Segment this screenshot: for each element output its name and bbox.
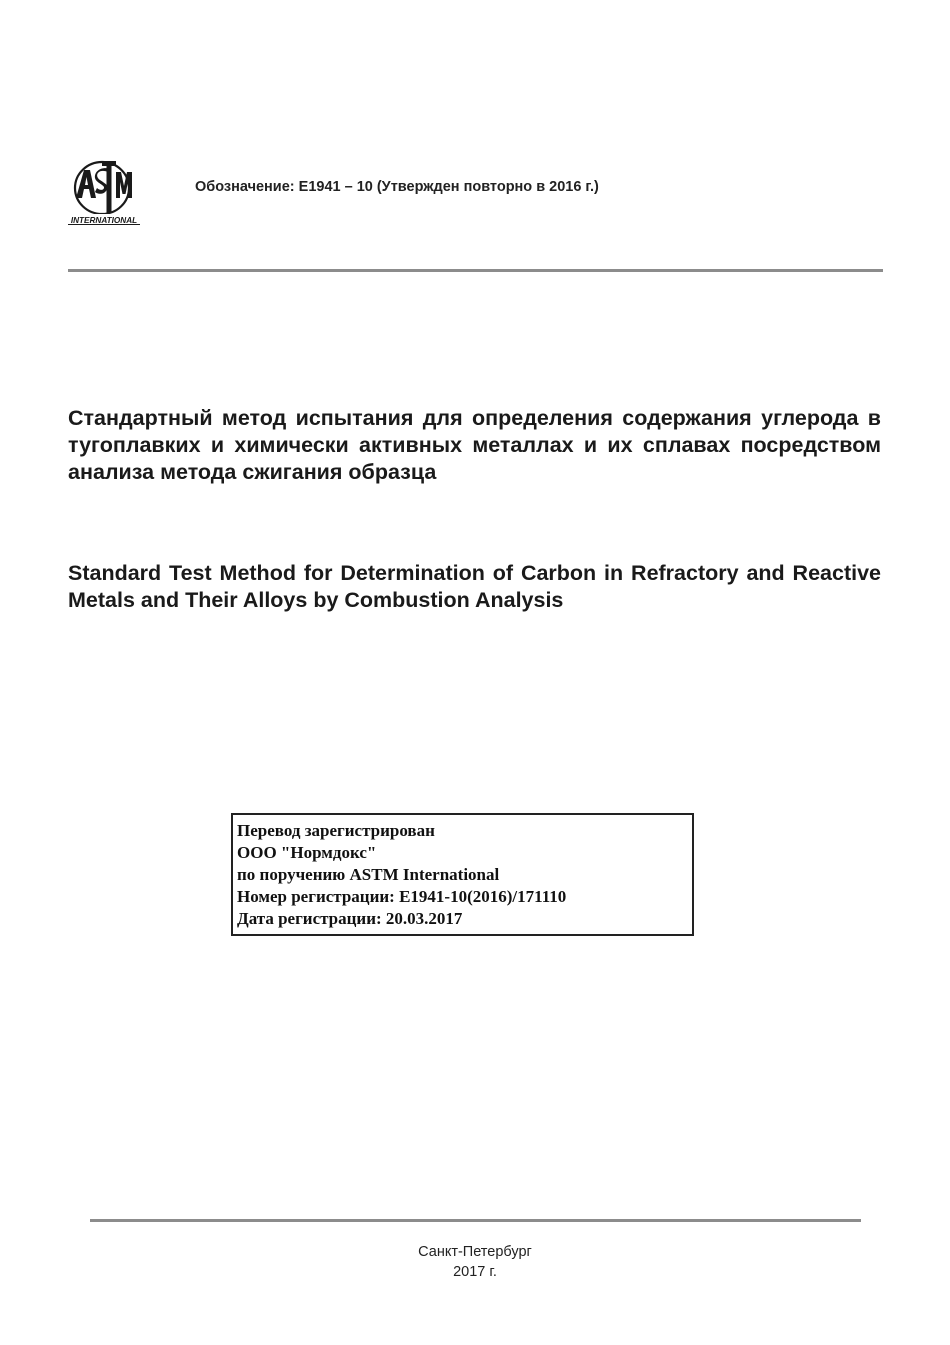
document-designation: Обозначение: E1941 – 10 (Утвержден повторно в 2016 г.) <box>195 179 599 195</box>
registration-stamp-box <box>231 813 694 936</box>
registration-line: ООО "Нормдокс" <box>237 843 377 862</box>
publication-city: Санкт-Петербург <box>418 1244 532 1260</box>
registration-number: Номер регистрации: E1941-10(2016)/171110 <box>237 887 567 906</box>
english-title: Standard Test Method for Determination of Carbon in Refractory and Reactive Metals and Their Alloys by Combustion Analysis <box>68 561 881 612</box>
russian-title: Стандартный метод испытания для определения содержания углерода в тугоплавких и химически активных металлах и их сплавах посредством анализа метода сжигания образца <box>68 406 881 484</box>
publication-year: 2017 г. <box>453 1264 497 1280</box>
astm-international-logo-icon <box>66 158 142 228</box>
top-divider <box>68 269 883 272</box>
registration-date: Дата регистрации: 20.03.2017 <box>237 909 463 928</box>
logo-text: INTERNATIONAL <box>70 216 138 225</box>
registration-line: по поручению ASTM International <box>237 865 500 884</box>
bottom-divider <box>90 1219 861 1222</box>
registration-line: Перевод зарегистрирован <box>237 821 435 840</box>
